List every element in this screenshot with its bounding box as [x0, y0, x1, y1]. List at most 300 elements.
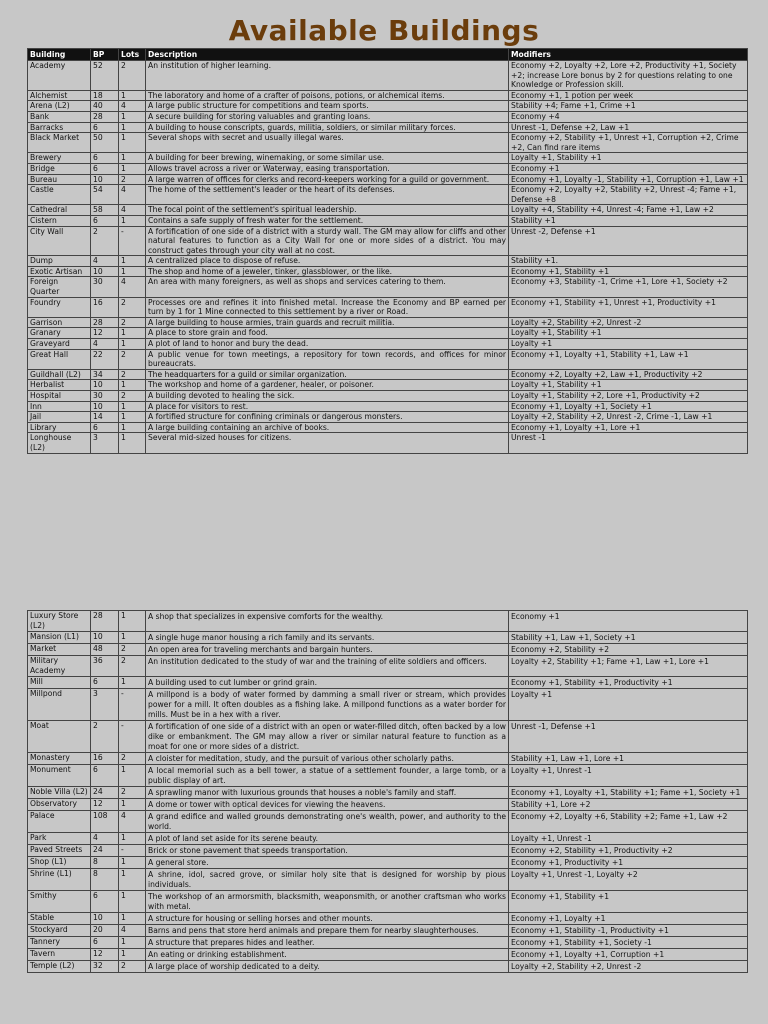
lots-value: 1 [119, 913, 146, 925]
bp-value: 24 [91, 845, 119, 857]
lots-value: 1 [119, 256, 146, 267]
modifiers: Economy +1, Stability +1 [509, 266, 748, 277]
modifiers: Loyalty +1, Stability +2, Lore +1, Productivity +2 [509, 391, 748, 402]
lots-value: 1 [119, 937, 146, 949]
lots-value: 1 [119, 422, 146, 433]
description: A building for beer brewing, winemaking, or some similar use. [146, 153, 509, 164]
lots-value: 4 [119, 101, 146, 112]
table-row [28, 721, 748, 753]
modifiers: Economy +1, Loyalty -1, Stability +1, Corruption +1, Law +1 [509, 174, 748, 185]
lots-value: 2 [119, 644, 146, 656]
lots-value: 1 [119, 799, 146, 811]
description: A public venue for town meetings, a repository for town records, and offices for minor bureaucrats. [146, 349, 509, 369]
lots-value: 2 [119, 317, 146, 328]
bp-value: 36 [91, 656, 119, 677]
description: A building to house conscripts, guards, militia, soldiers, or similar military forces. [146, 122, 509, 133]
lots-value: 1 [119, 380, 146, 391]
building-name: Alchemist [28, 90, 91, 101]
modifiers: Loyalty +1, Stability +1 [509, 380, 748, 391]
table-row [28, 677, 748, 689]
building-name: Foreign Quarter [28, 277, 91, 297]
description: A fortification of one side of a district with a sturdy wall. The GM may allow for cliffs and other natural features to function as a City Wall for one or more sides of a district. You may construct gates through your city wall at no cost. [146, 226, 509, 256]
table-row [28, 401, 748, 412]
lots-value: 2 [119, 174, 146, 185]
description: A cloister for meditation, study, and the pursuit of various other scholarly paths. [146, 753, 509, 765]
modifiers: Economy +2, Loyalty +2, Lore +2, Productivity +1, Society +2; increase Lore bonus by 2 for questions relating to one Knowledge or Profession skill. [509, 61, 748, 91]
modifiers: Economy +4 [509, 111, 748, 122]
bp-value: 52 [91, 61, 119, 91]
bp-value: 6 [91, 153, 119, 164]
bp-value: 58 [91, 205, 119, 216]
description: A large warren of offices for clerks and record-keepers working for a guild or government. [146, 174, 509, 185]
description: The home of the settlement's leader or the heart of its defenses. [146, 185, 509, 205]
bp-value: 54 [91, 185, 119, 205]
building-name: Park [28, 833, 91, 845]
building-name: City Wall [28, 226, 91, 256]
lots-value: 1 [119, 611, 146, 632]
description: A sprawling manor with luxurious grounds that houses a noble's family and staff. [146, 787, 509, 799]
modifiers: Unrest -1 [509, 433, 748, 453]
lots-value: 1 [119, 339, 146, 350]
building-name: Monastery [28, 753, 91, 765]
lots-value: 2 [119, 61, 146, 91]
building-name: Observatory [28, 799, 91, 811]
description: A building devoted to healing the sick. [146, 391, 509, 402]
bp-value: 28 [91, 111, 119, 122]
description: The shop and home of a jeweler, tinker, glassblower, or the like. [146, 266, 509, 277]
building-name: Paved Streets [28, 845, 91, 857]
building-name: Shrine (L1) [28, 869, 91, 891]
building-name: Market [28, 644, 91, 656]
table-row [28, 90, 748, 101]
bp-value: 34 [91, 369, 119, 380]
building-name: Cathedral [28, 205, 91, 216]
lots-value: 4 [119, 185, 146, 205]
table-row [28, 101, 748, 112]
building-name: Bridge [28, 163, 91, 174]
modifiers: Economy +1, Stability +1 [509, 891, 748, 913]
modifiers: Loyalty +1, Unrest -1 [509, 765, 748, 787]
modifiers: Stability +1, Law +1, Lore +1 [509, 753, 748, 765]
building-name: Tavern [28, 949, 91, 961]
description: A building used to cut lumber or grind grain. [146, 677, 509, 689]
bp-value: 18 [91, 90, 119, 101]
modifiers: Stability +4; Fame +1, Crime +1 [509, 101, 748, 112]
buildings-table-2 [27, 610, 748, 973]
description: A plot of land to honor and bury the dead. [146, 339, 509, 350]
bp-value: 8 [91, 857, 119, 869]
description: A shrine, idol, sacred grove, or similar holy site that is designed for worship by pious individuals. [146, 869, 509, 891]
table-row [28, 611, 748, 632]
building-name: Brewery [28, 153, 91, 164]
lots-value: - [119, 845, 146, 857]
building-name: Smithy [28, 891, 91, 913]
building-name: Academy [28, 61, 91, 91]
lots-value: 1 [119, 632, 146, 644]
modifiers: Economy +1, Stability +1, Society -1 [509, 937, 748, 949]
table-row [28, 380, 748, 391]
bp-value: 10 [91, 174, 119, 185]
lots-value: 2 [119, 349, 146, 369]
description: A millpond is a body of water formed by damming a small river or stream, which provides power for a mill. It often doubles as a fishing lake. A millpond functions as a water border for mills. Must be in a hex with a river. [146, 689, 509, 721]
building-name: Palace [28, 811, 91, 833]
lots-value: 4 [119, 277, 146, 297]
description: An eating or drinking establishment. [146, 949, 509, 961]
bp-value: 6 [91, 891, 119, 913]
table-row [28, 937, 748, 949]
bp-value: 48 [91, 644, 119, 656]
table-row [28, 153, 748, 164]
buildings-table-1 [27, 48, 748, 454]
modifiers: Loyalty +2, Stability +2, Unrest -2 [509, 317, 748, 328]
description: A large building to house armies, train guards and recruit militia. [146, 317, 509, 328]
lots-value: 1 [119, 949, 146, 961]
description: A place for visitors to rest. [146, 401, 509, 412]
description: A local memorial such as a bell tower, a statue of a settlement founder, a large tomb, or a public display of art. [146, 765, 509, 787]
building-name: Noble Villa (L2) [28, 787, 91, 799]
table-row [28, 869, 748, 891]
table-row [28, 787, 748, 799]
modifiers: Loyalty +2, Stability +1; Fame +1, Law +1, Lore +1 [509, 656, 748, 677]
lots-value: 4 [119, 205, 146, 216]
lots-value: 2 [119, 961, 146, 973]
bp-value: 10 [91, 632, 119, 644]
bp-value: 24 [91, 787, 119, 799]
description: A fortified structure for confining criminals or dangerous monsters. [146, 412, 509, 423]
lots-value: 2 [119, 787, 146, 799]
modifiers: Loyalty +1 [509, 339, 748, 350]
building-name: Dump [28, 256, 91, 267]
description: Several shops with secret and usually illegal wares. [146, 133, 509, 153]
bp-value: 108 [91, 811, 119, 833]
bp-value: 20 [91, 925, 119, 937]
description: A large building containing an archive of books. [146, 422, 509, 433]
bp-value: 3 [91, 433, 119, 453]
table-row [28, 328, 748, 339]
table-row [28, 422, 748, 433]
modifiers: Economy +1, Loyalty +1 [509, 913, 748, 925]
table-row [28, 799, 748, 811]
description: An area with many foreigners, as well as shops and services catering to them. [146, 277, 509, 297]
description: A plot of land set aside for its serene beauty. [146, 833, 509, 845]
description: A secure building for storing valuables and granting loans. [146, 111, 509, 122]
description: A dome or tower with optical devices for viewing the heavens. [146, 799, 509, 811]
building-name: Black Market [28, 133, 91, 153]
modifiers: Loyalty +4, Stability +4, Unrest -4; Fame +1, Law +2 [509, 205, 748, 216]
modifiers: Economy +1, Stability +1, Unrest +1, Productivity +1 [509, 297, 748, 317]
description: The headquarters for a guild or similar organization. [146, 369, 509, 380]
description: A general store. [146, 857, 509, 869]
description: A place to store grain and food. [146, 328, 509, 339]
modifiers: Economy +1 [509, 611, 748, 632]
table-row [28, 111, 748, 122]
table-row [28, 205, 748, 216]
bp-value: 10 [91, 380, 119, 391]
table-row [28, 753, 748, 765]
table-row [28, 949, 748, 961]
bp-value: 30 [91, 391, 119, 402]
table-row [28, 891, 748, 913]
header-lots: Lots [119, 49, 146, 61]
modifiers: Economy +1, Stability -1, Productivity +1 [509, 925, 748, 937]
bp-value: 6 [91, 163, 119, 174]
table-row [28, 925, 748, 937]
lots-value: 2 [119, 753, 146, 765]
lots-value: 1 [119, 90, 146, 101]
description: A centralized place to dispose of refuse. [146, 256, 509, 267]
building-name: Garrison [28, 317, 91, 328]
table-row [28, 412, 748, 423]
modifiers: Loyalty +1, Stability +1 [509, 328, 748, 339]
modifiers: Loyalty +2, Stability +2, Unrest -2, Crime -1, Law +1 [509, 412, 748, 423]
description: A shop that specializes in expensive comforts for the wealthy. [146, 611, 509, 632]
table-row [28, 644, 748, 656]
modifiers: Economy +2, Stability +1, Unrest +1, Corruption +2, Crime +2, Can find rare items [509, 133, 748, 153]
building-name: Bank [28, 111, 91, 122]
building-name: Hospital [28, 391, 91, 402]
table-header-row [28, 49, 748, 61]
building-name: Longhouse (L2) [28, 433, 91, 453]
lots-value: 1 [119, 153, 146, 164]
table-row [28, 369, 748, 380]
lots-value: 1 [119, 433, 146, 453]
header-description: Description [146, 49, 509, 61]
description: The laboratory and home of a crafter of poisons, potions, or alchemical items. [146, 90, 509, 101]
description: A fortification of one side of a district with an open or water-filled ditch, often backed by a low dike or embankment. The GM may allow a river or similar natural feature to function as a moat for one or more sides of a district. [146, 721, 509, 753]
table-row [28, 61, 748, 91]
modifiers: Loyalty +2, Stability +2, Unrest -2 [509, 961, 748, 973]
document-page-2 [0, 599, 768, 1024]
modifiers: Economy +3, Stability -1, Crime +1, Lore +1, Society +2 [509, 277, 748, 297]
bp-value: 50 [91, 133, 119, 153]
bp-value: 10 [91, 401, 119, 412]
bp-value: 4 [91, 339, 119, 350]
table-row [28, 215, 748, 226]
bp-value: 14 [91, 412, 119, 423]
lots-value: 2 [119, 391, 146, 402]
modifiers: Economy +2, Loyalty +6, Stability +2; Fame +1, Law +2 [509, 811, 748, 833]
table-row [28, 811, 748, 833]
bp-value: 40 [91, 101, 119, 112]
building-name: Foundry [28, 297, 91, 317]
modifiers: Economy +1, Loyalty +1, Corruption +1 [509, 949, 748, 961]
table-row [28, 122, 748, 133]
page-title: Available Buildings [228, 14, 540, 47]
bp-value: 6 [91, 215, 119, 226]
table-row [28, 163, 748, 174]
lots-value: 1 [119, 111, 146, 122]
lots-value: 1 [119, 328, 146, 339]
bp-value: 10 [91, 913, 119, 925]
lots-value: 1 [119, 163, 146, 174]
description: The workshop and home of a gardener, healer, or poisoner. [146, 380, 509, 391]
bp-value: 8 [91, 869, 119, 891]
building-name: Temple (L2) [28, 961, 91, 973]
bp-value: 6 [91, 677, 119, 689]
lots-value: 2 [119, 297, 146, 317]
bp-value: 6 [91, 937, 119, 949]
building-name: Library [28, 422, 91, 433]
bp-value: 28 [91, 611, 119, 632]
table-row [28, 266, 748, 277]
table-row [28, 656, 748, 677]
table-row [28, 857, 748, 869]
lots-value: - [119, 689, 146, 721]
description: An institution dedicated to the study of war and the training of elite soldiers and officers. [146, 656, 509, 677]
table-row [28, 349, 748, 369]
table-row [28, 689, 748, 721]
bp-value: 22 [91, 349, 119, 369]
modifiers: Stability +1, Law +1, Society +1 [509, 632, 748, 644]
modifiers: Loyalty +1 [509, 689, 748, 721]
bp-value: 16 [91, 297, 119, 317]
bp-value: 3 [91, 689, 119, 721]
header-modifiers: Modifiers [509, 49, 748, 61]
modifiers: Unrest -1, Defense +1 [509, 721, 748, 753]
description: A grand edifice and walled grounds demonstrating one's wealth, power, and authority to the world. [146, 811, 509, 833]
description: The workshop of an armorsmith, blacksmith, weaponsmith, or another craftsman who works with metal. [146, 891, 509, 913]
description: Several mid-sized houses for citizens. [146, 433, 509, 453]
modifiers: Stability +1. [509, 256, 748, 267]
description: A large place of worship dedicated to a deity. [146, 961, 509, 973]
modifiers: Economy +1, Stability +1, Productivity +1 [509, 677, 748, 689]
modifiers: Economy +1, Productivity +1 [509, 857, 748, 869]
table-row [28, 833, 748, 845]
modifiers: Economy +1, Loyalty +1, Lore +1 [509, 422, 748, 433]
modifiers: Stability +1, Lore +2 [509, 799, 748, 811]
table-row [28, 256, 748, 267]
lots-value: - [119, 721, 146, 753]
description: An institution of higher learning. [146, 61, 509, 91]
modifiers: Economy +2, Stability +1, Productivity +2 [509, 845, 748, 857]
building-name: Barracks [28, 122, 91, 133]
building-name: Castle [28, 185, 91, 205]
bp-value: 4 [91, 256, 119, 267]
building-name: Herbalist [28, 380, 91, 391]
bp-value: 12 [91, 328, 119, 339]
table-row [28, 845, 748, 857]
lots-value: 2 [119, 369, 146, 380]
lots-value: 2 [119, 656, 146, 677]
building-name: Mansion (L1) [28, 632, 91, 644]
building-name: Tannery [28, 937, 91, 949]
table-row [28, 174, 748, 185]
lots-value: 1 [119, 677, 146, 689]
table-row [28, 913, 748, 925]
modifiers: Economy +1, 1 potion per week [509, 90, 748, 101]
building-name: Mill [28, 677, 91, 689]
lots-value: 1 [119, 891, 146, 913]
building-name: Stockyard [28, 925, 91, 937]
description: A structure for housing or selling horses and other mounts. [146, 913, 509, 925]
bp-value: 28 [91, 317, 119, 328]
description: A structure that prepares hides and leather. [146, 937, 509, 949]
bp-value: 32 [91, 961, 119, 973]
lots-value: 1 [119, 833, 146, 845]
description: Processes ore and refines it into finished metal. Increase the Economy and BP earned per turn by 1 for 1 Mine connected to this settlement by a river or Road. [146, 297, 509, 317]
modifiers: Economy +1, Loyalty +1, Stability +1, Law +1 [509, 349, 748, 369]
table-row [28, 765, 748, 787]
lots-value: 1 [119, 869, 146, 891]
bp-value: 2 [91, 721, 119, 753]
description: Brick or stone pavement that speeds transportation. [146, 845, 509, 857]
lots-value: - [119, 226, 146, 256]
modifiers: Loyalty +1, Unrest -1 [509, 833, 748, 845]
building-name: Great Hall [28, 349, 91, 369]
header-building: Building [28, 49, 91, 61]
lots-value: 1 [119, 215, 146, 226]
bp-value: 10 [91, 266, 119, 277]
table-row [28, 277, 748, 297]
lots-value: 1 [119, 765, 146, 787]
building-name: Stable [28, 913, 91, 925]
modifiers: Stability +1 [509, 215, 748, 226]
table-row [28, 226, 748, 256]
building-name: Arena (L2) [28, 101, 91, 112]
bp-value: 30 [91, 277, 119, 297]
building-name: Luxury Store (L2) [28, 611, 91, 632]
description: A large public structure for competitions and team sports. [146, 101, 509, 112]
description: The focal point of the settlement's spiritual leadership. [146, 205, 509, 216]
modifiers: Economy +1, Loyalty +1, Society +1 [509, 401, 748, 412]
building-name: Military Academy [28, 656, 91, 677]
lots-value: 4 [119, 925, 146, 937]
table-row [28, 317, 748, 328]
table-row [28, 391, 748, 402]
lots-value: 1 [119, 266, 146, 277]
bp-value: 6 [91, 765, 119, 787]
table-row [28, 632, 748, 644]
lots-value: 4 [119, 811, 146, 833]
table-row [28, 185, 748, 205]
building-name: Bureau [28, 174, 91, 185]
bp-value: 6 [91, 422, 119, 433]
bp-value: 2 [91, 226, 119, 256]
building-name: Cistern [28, 215, 91, 226]
building-name: Shop (L1) [28, 857, 91, 869]
modifiers: Economy +2, Loyalty +2, Law +1, Productivity +2 [509, 369, 748, 380]
table-row [28, 961, 748, 973]
bp-value: 12 [91, 799, 119, 811]
description: Allows travel across a river or Waterway, easing transportation. [146, 163, 509, 174]
lots-value: 1 [119, 412, 146, 423]
description: Barns and pens that store herd animals and prepare them for nearby slaughterhouses. [146, 925, 509, 937]
building-name: Graveyard [28, 339, 91, 350]
modifiers: Loyalty +1, Stability +1 [509, 153, 748, 164]
bp-value: 6 [91, 122, 119, 133]
header-bp: BP [91, 49, 119, 61]
lots-value: 1 [119, 133, 146, 153]
table-row [28, 339, 748, 350]
table-row [28, 133, 748, 153]
building-name: Granary [28, 328, 91, 339]
bp-value: 4 [91, 833, 119, 845]
building-name: Millpond [28, 689, 91, 721]
building-name: Monument [28, 765, 91, 787]
description: Contains a safe supply of fresh water for the settlement. [146, 215, 509, 226]
modifiers: Economy +2, Loyalty +2, Stability +2, Unrest -4; Fame +1, Defense +8 [509, 185, 748, 205]
bp-value: 12 [91, 949, 119, 961]
description: A single huge manor housing a rich family and its servants. [146, 632, 509, 644]
lots-value: 1 [119, 122, 146, 133]
building-name: Inn [28, 401, 91, 412]
building-name: Moat [28, 721, 91, 753]
bp-value: 16 [91, 753, 119, 765]
building-name: Exotic Artisan [28, 266, 91, 277]
lots-value: 1 [119, 401, 146, 412]
building-name: Guildhall (L2) [28, 369, 91, 380]
modifiers: Loyalty +1, Unrest -1, Loyalty +2 [509, 869, 748, 891]
